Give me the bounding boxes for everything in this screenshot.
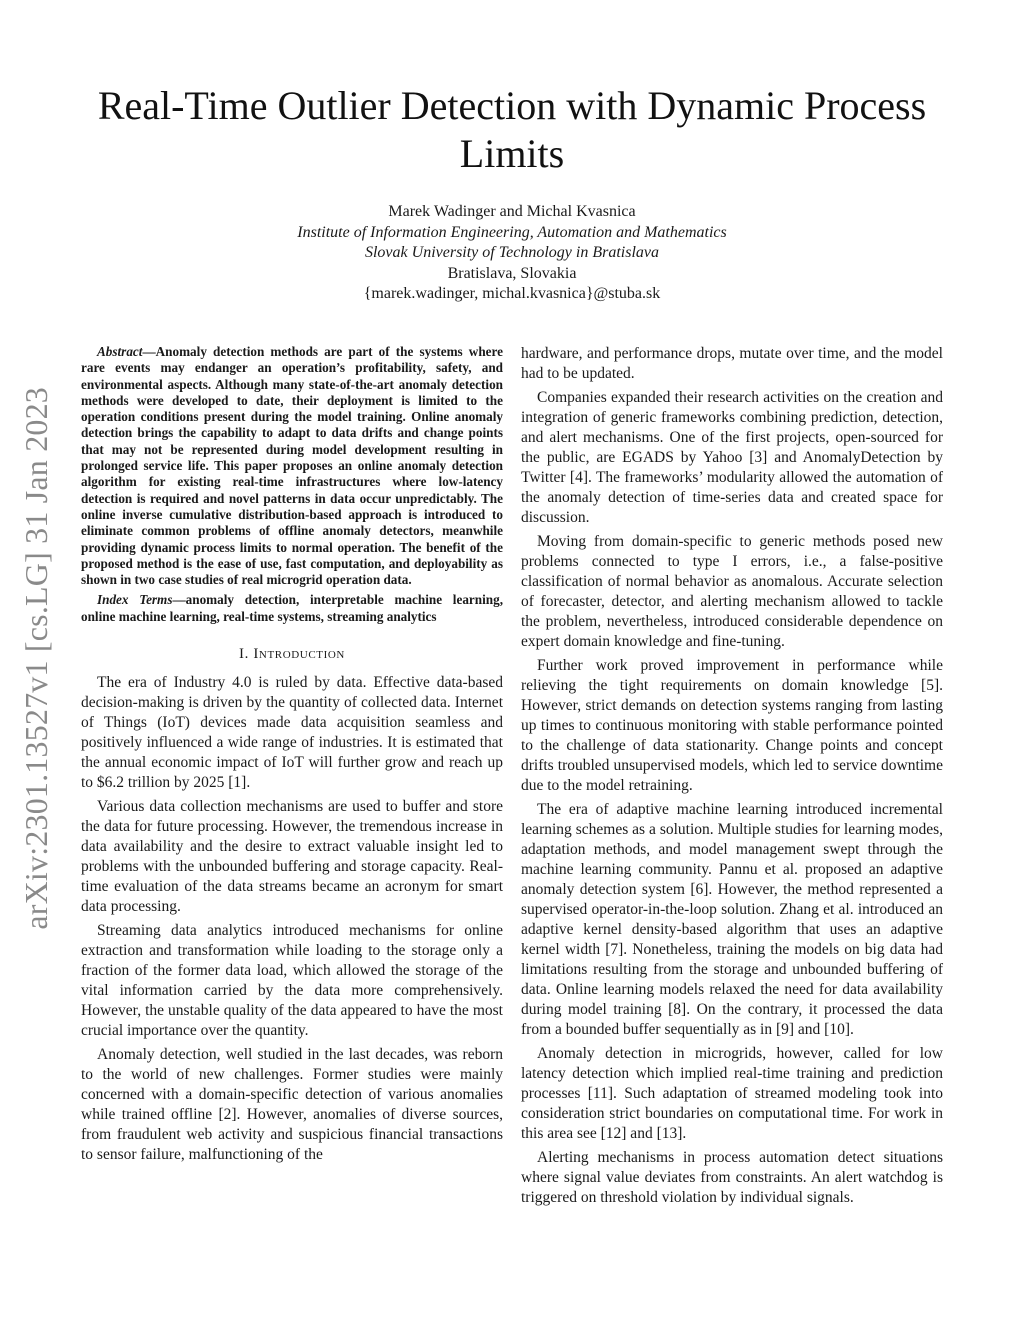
paragraph: The era of adaptive machine learning introduced incremental learning schemes as a solution. Multiple studies for learning modes, adaptation methods, and model management swept through the machine learning community. Pannu et al. proposed an adaptive anomaly detection system [6]. However, the method represented a supervised operator-in-the-loop solution. Zhang et al. introduced an adaptive kernel density-based algorithm that uses an adaptive kernel width [7]. Nonetheless, training the models on big data had limitations resulting from the storage and unbounded buffering of data. Online learning models relaxed the need for data availability during model training [8]. On the contrary, it processed the data from a bounded buffer sequentially as in [9] and [10]. [521, 801, 943, 1038]
left-column [81, 344, 503, 1169]
author-institute: Institute of Information Engineering, Automation and Mathematics [297, 223, 727, 241]
paragraph: Moving from domain-specific to generic methods posed new problems connected to type I errors, i.e., a false-positive classification of normal behavior as anomalous. Accurate selection of forecaster, detector, and alerting mechanism allowed to tackle the problem, nevertheless, introduced considerable dependence on expert domain knowledge and fine-tuning. [521, 533, 943, 650]
author-university: Slovak University of Technology in Bratislava [364, 244, 660, 261]
section-heading: I. Introduction [239, 646, 345, 663]
paragraph: Further work proved improvement in performance while relieving the tight requirements on domain knowledge [5]. However, strict demands on detection systems ranging from lasting up times to continuous monitoring with stable performance pointed to the challenge of data stationarity. Change points and concept drifts troubled unsupervised models, which led to service downtime due to the model retraining. [521, 657, 943, 794]
right-column [521, 344, 943, 1212]
arxiv-side-identifier [13, 368, 59, 948]
paragraph: The era of Industry 4.0 is ruled by data. Effective data-based decision-making is driven by the quantity of collected data. Internet of Things (IoT) devices made data acquisition seamless and positively influenced a wide range of industries. It is estimated that the annual economic impact of IoT will further grow and reach up to $6.2 trillion by 2025 [1]. [81, 674, 503, 792]
paragraph: Anomaly detection, well studied in the last decades, was reborn to the world of new challenges. Former studies were mainly concerned with a domain-specific detection of various anomalies while trained offline [2]. However, anomalies of diverse sources, from fraudulent web activity and suspicious financial transactions to sensor failure, malfunctioning of the [81, 1046, 503, 1164]
paragraph: Streaming data analytics introduced mechanisms for online extraction and transformation while loading to the storage only a fraction of the former data load, which allowed the storage of the vital information carried by the data more comprehensively. However, the unstable quality of the data appeared to have the most crucial importance over the quantity. [81, 922, 503, 1040]
index-terms-text: —anomaly detection, interpretable machine learning, online machine learning, real-time systems, streaming analytics [81, 592, 503, 624]
paragraph: Alerting mechanisms in process automation detect situations where signal value deviates from constraints. An alert watchdog is triggered on threshold violation by individual signals. [521, 1149, 943, 1206]
paragraph: Anomaly detection in microgrids, however, called for low latency detection which implied real-time training and prediction processes [11]. Such adaptation of streamed modeling took into consideration strict boundaries on computational time. For work in this area see [12] and [13]. [521, 1045, 943, 1142]
author-location: Bratislava, Slovakia [447, 264, 577, 282]
arxiv-id-text: arXiv:2301.13527v1 [cs.LG] 31 Jan 2023 [17, 386, 54, 930]
abstract [81, 344, 503, 588]
author-names: Marek Wadinger and Michal Kvasnica [388, 203, 636, 220]
paragraph: Companies expanded their research activities on the creation and integration of generic frameworks combining prediction, detection, and alert mechanisms. One of the first projects, open-sourced for the public, are EGADS by Yahoo [3] and AnomalyDetection by Twitter [4]. The frameworks’ modularity allowed the automation of the anomaly detection of time-series data and created space for discussion. [521, 389, 943, 526]
paragraph-continuation: hardware, and performance drops, mutate over time, and the model had to be updated. [521, 345, 943, 382]
index-terms-label: Index Terms [97, 592, 173, 608]
author-emails: {marek.wadinger, michal.kvasnica}@stuba.sk [363, 285, 661, 302]
paragraph: Various data collection mechanisms are used to buffer and store the data for future processing. However, the tremendous increase in data availability and the desire to extract valuable insight led to problems with the unbounded buffering and storage capacity. Real-time evaluation of the data streams became an acronym for smart data processing. [81, 798, 503, 916]
abstract-label: Abstract [97, 344, 143, 359]
abstract-text: —Anomaly detection methods are part of the systems where rare events may endanger an operation’s profitability, safety, and environmental aspects. Although many state-of-the-art anomaly detection methods were developed to date, their deployment is limited to the operation conditions present during the model training. Online anomaly detection brings the capability to adapt to data drifts and change points that may not be represented during model development resulting in prolonged service life. This paper proposes an online anomaly detection algorithm for existing real-time infrastructures where low-latency detection is required and novel patterns in data occur unpredictably. The online inverse cumulative distribution-based approach is introduced to eliminate common problems of offline anomaly detectors, meanwhile providing dynamic process limits to normal operation. The benefit of the proposed method is the ease of use, fast computation, and deployability as shown in two case studies of real microgrid operation data. [81, 344, 503, 588]
paper-title: Real-Time Outlier Detection with Dynamic Process Limits [97, 83, 927, 176]
author-block [72, 202, 952, 305]
index-terms [81, 592, 503, 625]
